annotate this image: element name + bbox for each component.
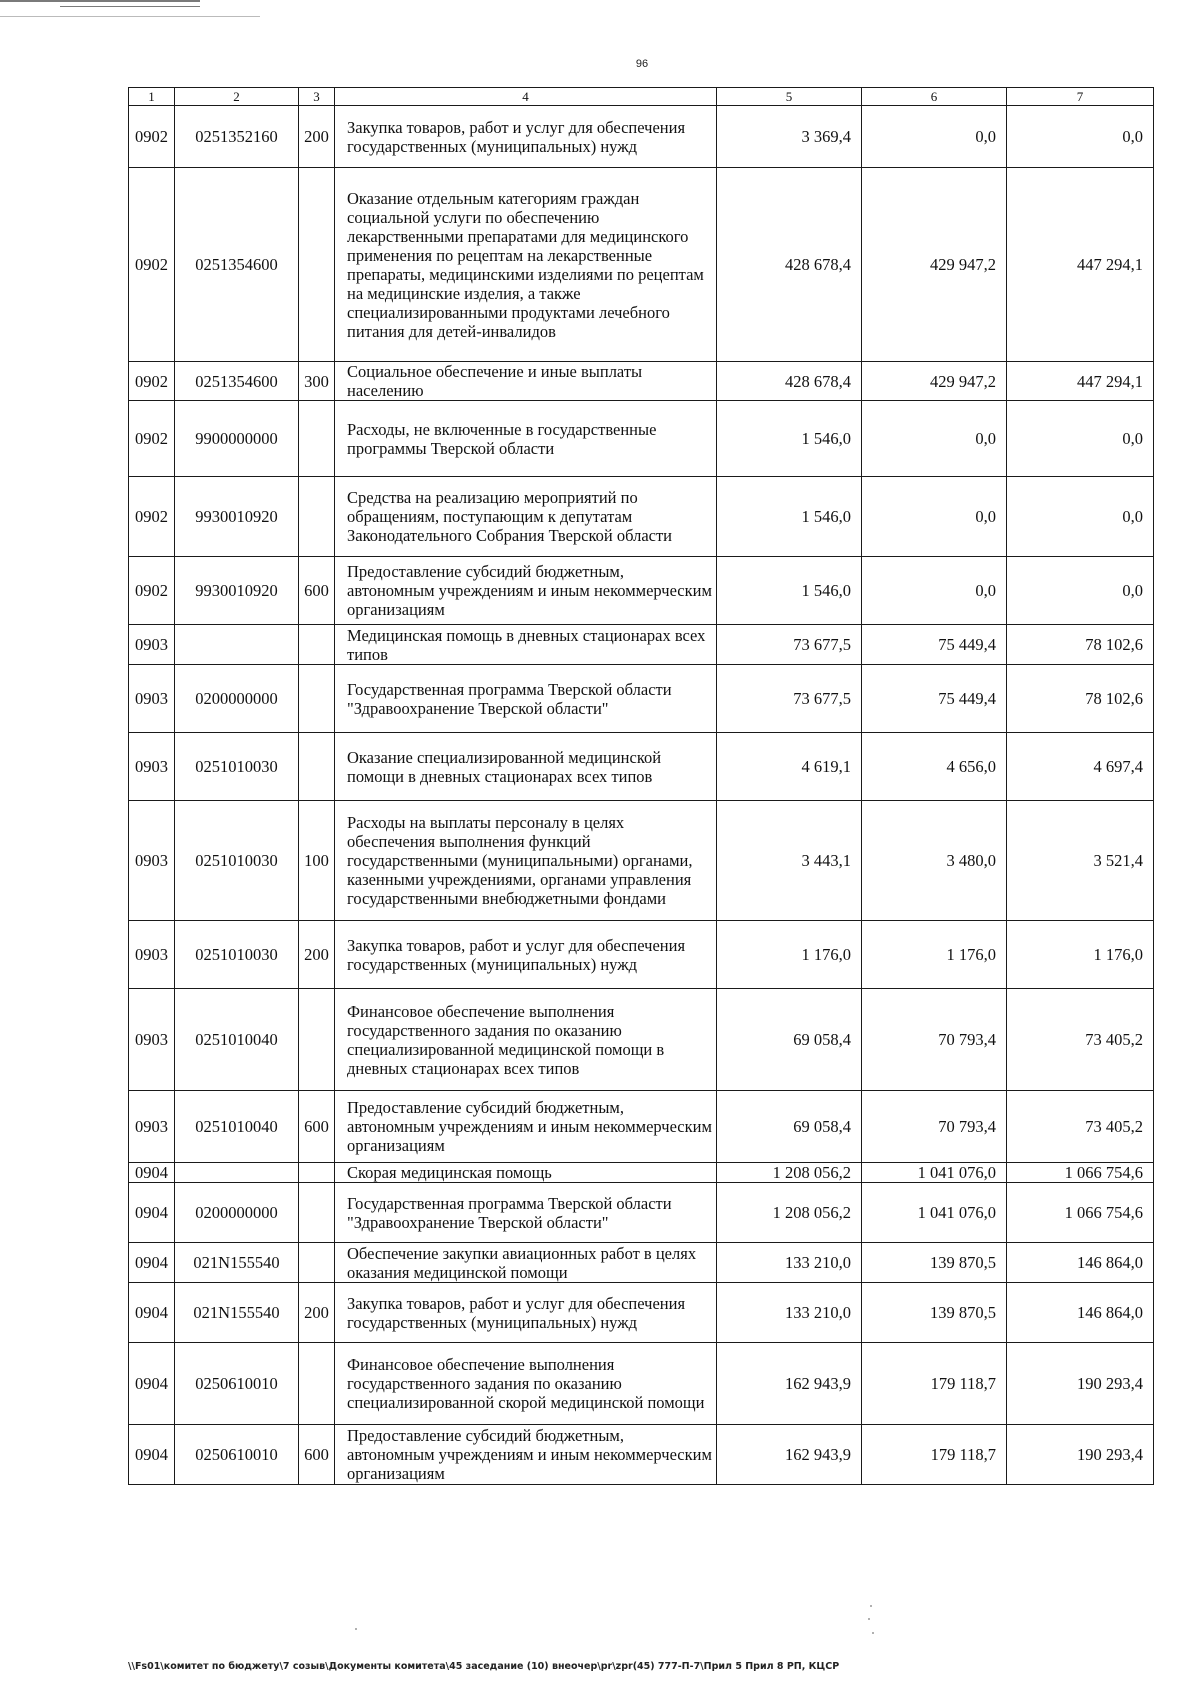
target-code-cell: 9930010920 — [175, 557, 299, 625]
target-code-cell: 021N155540 — [175, 1283, 299, 1343]
target-code-cell: 0251010040 — [175, 989, 299, 1091]
column-header: 2 — [175, 88, 299, 106]
scan-speck — [872, 1632, 874, 1634]
footer-file-path: \\Fs01\комитет по бюджету\7 созыв\Документы комитета\45 заседание (10) внеочер\pr\zpr(45) 777-П-7\Прил 5 Прил 8 РП, КЦСР — [128, 1661, 840, 1672]
amount-year2-cell: 429 947,2 — [862, 362, 1007, 401]
item-name-cell: Социальное обеспечение и иные выплаты населению — [335, 362, 717, 401]
item-name-cell: Финансовое обеспечение выполнения государственного задания по оказанию специализированной медицинской помощи в дневных стационарах всех типов — [335, 989, 717, 1091]
amount-year1-cell: 428 678,4 — [717, 362, 862, 401]
amount-year1-cell: 1 208 056,2 — [717, 1183, 862, 1243]
column-header-row — [129, 88, 1154, 106]
item-name-cell: Государственная программа Тверской области "Здравоохранение Тверской области" — [335, 1183, 717, 1243]
expense-type-cell — [299, 1163, 335, 1183]
budget-table — [128, 87, 1154, 1485]
amount-year2-cell: 70 793,4 — [862, 1091, 1007, 1163]
table-row — [129, 801, 1154, 921]
expense-type-cell — [299, 989, 335, 1091]
amount-year3-cell: 447 294,1 — [1007, 168, 1154, 362]
item-name-cell: Расходы на выплаты персоналу в целях обеспечения выполнения функций государственными (муниципальными) органами, казенными учреждениями, органами управления государственными внебюджетными фондами — [335, 801, 717, 921]
amount-year1-cell: 133 210,0 — [717, 1243, 862, 1283]
amount-year3-cell: 190 293,4 — [1007, 1343, 1154, 1425]
section-cell: 0904 — [129, 1425, 175, 1485]
target-code-cell: 9930010920 — [175, 477, 299, 557]
expense-type-cell — [299, 1343, 335, 1425]
amount-year1-cell: 1 208 056,2 — [717, 1163, 862, 1183]
amount-year3-cell: 447 294,1 — [1007, 362, 1154, 401]
section-cell: 0902 — [129, 477, 175, 557]
expense-type-cell — [299, 477, 335, 557]
amount-year3-cell: 73 405,2 — [1007, 989, 1154, 1091]
table-row — [129, 557, 1154, 625]
page-number: 96 — [635, 58, 649, 70]
target-code-cell: 0251352160 — [175, 106, 299, 168]
table-row — [129, 625, 1154, 665]
amount-year3-cell: 3 521,4 — [1007, 801, 1154, 921]
section-cell: 0904 — [129, 1243, 175, 1283]
amount-year1-cell: 428 678,4 — [717, 168, 862, 362]
amount-year2-cell: 139 870,5 — [862, 1243, 1007, 1283]
amount-year1-cell: 69 058,4 — [717, 1091, 862, 1163]
amount-year1-cell: 1 176,0 — [717, 921, 862, 989]
expense-type-cell — [299, 1243, 335, 1283]
section-cell: 0903 — [129, 1091, 175, 1163]
target-code-cell — [175, 625, 299, 665]
item-name-cell: Закупка товаров, работ и услуг для обеспечения государственных (муниципальных) нужд — [335, 921, 717, 989]
target-code-cell: 021N155540 — [175, 1243, 299, 1283]
amount-year1-cell: 1 546,0 — [717, 477, 862, 557]
table-row — [129, 1091, 1154, 1163]
target-code-cell: 0250610010 — [175, 1425, 299, 1485]
amount-year3-cell: 0,0 — [1007, 557, 1154, 625]
amount-year2-cell: 1 176,0 — [862, 921, 1007, 989]
section-cell: 0902 — [129, 557, 175, 625]
table-row — [129, 921, 1154, 989]
scan-artifact-line — [0, 16, 260, 17]
amount-year1-cell: 69 058,4 — [717, 989, 862, 1091]
amount-year2-cell: 1 041 076,0 — [862, 1163, 1007, 1183]
scan-speck — [355, 1628, 357, 1630]
table-row — [129, 1163, 1154, 1183]
amount-year3-cell: 78 102,6 — [1007, 665, 1154, 733]
expense-type-cell — [299, 168, 335, 362]
section-cell: 0903 — [129, 989, 175, 1091]
target-code-cell: 0251010030 — [175, 921, 299, 989]
table-row — [129, 989, 1154, 1091]
target-code-cell: 0251010030 — [175, 801, 299, 921]
section-cell: 0903 — [129, 733, 175, 801]
target-code-cell: 0251354600 — [175, 168, 299, 362]
amount-year1-cell: 162 943,9 — [717, 1343, 862, 1425]
amount-year3-cell: 146 864,0 — [1007, 1283, 1154, 1343]
expense-type-cell — [299, 733, 335, 801]
amount-year2-cell: 0,0 — [862, 401, 1007, 477]
table-row — [129, 477, 1154, 557]
column-header: 4 — [335, 88, 717, 106]
expense-type-cell: 100 — [299, 801, 335, 921]
table-row — [129, 168, 1154, 362]
item-name-cell: Оказание специализированной медицинской помощи в дневных стационарах всех типов — [335, 733, 717, 801]
amount-year1-cell: 133 210,0 — [717, 1283, 862, 1343]
item-name-cell: Предоставление субсидий бюджетным, автономным учреждениям и иным некоммерческим организациям — [335, 1091, 717, 1163]
amount-year3-cell: 1 066 754,6 — [1007, 1183, 1154, 1243]
item-name-cell: Предоставление субсидий бюджетным, автономным учреждениям и иным некоммерческим организациям — [335, 1425, 717, 1485]
amount-year2-cell: 139 870,5 — [862, 1283, 1007, 1343]
amount-year2-cell: 3 480,0 — [862, 801, 1007, 921]
amount-year2-cell: 75 449,4 — [862, 665, 1007, 733]
expense-type-cell: 300 — [299, 362, 335, 401]
amount-year3-cell: 1 066 754,6 — [1007, 1163, 1154, 1183]
amount-year1-cell: 1 546,0 — [717, 557, 862, 625]
expense-type-cell: 200 — [299, 1283, 335, 1343]
item-name-cell: Скорая медицинская помощь — [335, 1163, 717, 1183]
amount-year1-cell: 162 943,9 — [717, 1425, 862, 1485]
amount-year3-cell: 0,0 — [1007, 477, 1154, 557]
section-cell: 0902 — [129, 106, 175, 168]
amount-year3-cell: 73 405,2 — [1007, 1091, 1154, 1163]
target-code-cell — [175, 1163, 299, 1183]
target-code-cell: 0200000000 — [175, 665, 299, 733]
item-name-cell: Оказание отдельным категориям граждан социальной услуги по обеспечению лекарственными препаратами для медицинского применения по рецептам на лекарственные препараты, медицинскими изделиями по рецептам на медицинские изделия, а также специализированными продуктами лечебного питания для детей-инвалидов — [335, 168, 717, 362]
amount-year1-cell: 73 677,5 — [717, 625, 862, 665]
target-code-cell: 0200000000 — [175, 1183, 299, 1243]
scan-artifact-line — [60, 6, 200, 7]
table-row — [129, 1343, 1154, 1425]
amount-year3-cell: 4 697,4 — [1007, 733, 1154, 801]
section-cell: 0902 — [129, 401, 175, 477]
table-row — [129, 733, 1154, 801]
item-name-cell: Предоставление субсидий бюджетным, автономным учреждениям и иным некоммерческим организациям — [335, 557, 717, 625]
target-code-cell: 0251010030 — [175, 733, 299, 801]
item-name-cell: Обеспечение закупки авиационных работ в целях оказания медицинской помощи — [335, 1243, 717, 1283]
section-cell: 0903 — [129, 921, 175, 989]
column-header: 7 — [1007, 88, 1154, 106]
target-code-cell: 0251010040 — [175, 1091, 299, 1163]
item-name-cell: Закупка товаров, работ и услуг для обеспечения государственных (муниципальных) нужд — [335, 1283, 717, 1343]
amount-year3-cell: 146 864,0 — [1007, 1243, 1154, 1283]
expense-type-cell — [299, 665, 335, 733]
column-header: 1 — [129, 88, 175, 106]
column-header: 3 — [299, 88, 335, 106]
item-name-cell: Закупка товаров, работ и услуг для обеспечения государственных (муниципальных) нужд — [335, 106, 717, 168]
table-row — [129, 1243, 1154, 1283]
amount-year3-cell: 78 102,6 — [1007, 625, 1154, 665]
amount-year2-cell: 179 118,7 — [862, 1343, 1007, 1425]
section-cell: 0904 — [129, 1163, 175, 1183]
amount-year2-cell: 429 947,2 — [862, 168, 1007, 362]
section-cell: 0902 — [129, 362, 175, 401]
amount-year3-cell: 190 293,4 — [1007, 1425, 1154, 1485]
item-name-cell: Государственная программа Тверской области "Здравоохранение Тверской области" — [335, 665, 717, 733]
target-code-cell: 0250610010 — [175, 1343, 299, 1425]
amount-year2-cell: 75 449,4 — [862, 625, 1007, 665]
table-row — [129, 401, 1154, 477]
amount-year1-cell: 4 619,1 — [717, 733, 862, 801]
expense-type-cell: 200 — [299, 921, 335, 989]
column-header: 6 — [862, 88, 1007, 106]
scan-artifact-line — [0, 0, 200, 2]
target-code-cell: 0251354600 — [175, 362, 299, 401]
amount-year2-cell: 0,0 — [862, 477, 1007, 557]
column-header: 5 — [717, 88, 862, 106]
amount-year1-cell: 1 546,0 — [717, 401, 862, 477]
amount-year3-cell: 0,0 — [1007, 401, 1154, 477]
scan-speck — [868, 1618, 870, 1620]
table-row — [129, 362, 1154, 401]
section-cell: 0903 — [129, 625, 175, 665]
section-cell: 0902 — [129, 168, 175, 362]
table-row — [129, 106, 1154, 168]
expense-type-cell — [299, 401, 335, 477]
section-cell: 0904 — [129, 1283, 175, 1343]
scan-speck — [870, 1605, 872, 1607]
amount-year2-cell: 0,0 — [862, 557, 1007, 625]
amount-year2-cell: 70 793,4 — [862, 989, 1007, 1091]
expense-type-cell: 600 — [299, 1425, 335, 1485]
expense-type-cell: 600 — [299, 1091, 335, 1163]
amount-year1-cell: 3 443,1 — [717, 801, 862, 921]
amount-year1-cell: 73 677,5 — [717, 665, 862, 733]
section-cell: 0904 — [129, 1183, 175, 1243]
amount-year3-cell: 0,0 — [1007, 106, 1154, 168]
section-cell: 0903 — [129, 801, 175, 921]
item-name-cell: Медицинская помощь в дневных стационарах всех типов — [335, 625, 717, 665]
item-name-cell: Средства на реализацию мероприятий по обращениям, поступающим к депутатам Законодательного Собрания Тверской области — [335, 477, 717, 557]
table-body — [129, 106, 1154, 1485]
table-row — [129, 665, 1154, 733]
table-row — [129, 1283, 1154, 1343]
amount-year3-cell: 1 176,0 — [1007, 921, 1154, 989]
item-name-cell: Расходы, не включенные в государственные программы Тверской области — [335, 401, 717, 477]
target-code-cell: 9900000000 — [175, 401, 299, 477]
amount-year2-cell: 0,0 — [862, 106, 1007, 168]
section-cell: 0904 — [129, 1343, 175, 1425]
expense-type-cell — [299, 625, 335, 665]
amount-year2-cell: 4 656,0 — [862, 733, 1007, 801]
expense-type-cell — [299, 1183, 335, 1243]
item-name-cell: Финансовое обеспечение выполнения государственного задания по оказанию специализированной скорой медицинской помощи — [335, 1343, 717, 1425]
expense-type-cell: 600 — [299, 557, 335, 625]
table-row — [129, 1425, 1154, 1485]
amount-year1-cell: 3 369,4 — [717, 106, 862, 168]
amount-year2-cell: 1 041 076,0 — [862, 1183, 1007, 1243]
amount-year2-cell: 179 118,7 — [862, 1425, 1007, 1485]
table-row — [129, 1183, 1154, 1243]
section-cell: 0903 — [129, 665, 175, 733]
expense-type-cell: 200 — [299, 106, 335, 168]
